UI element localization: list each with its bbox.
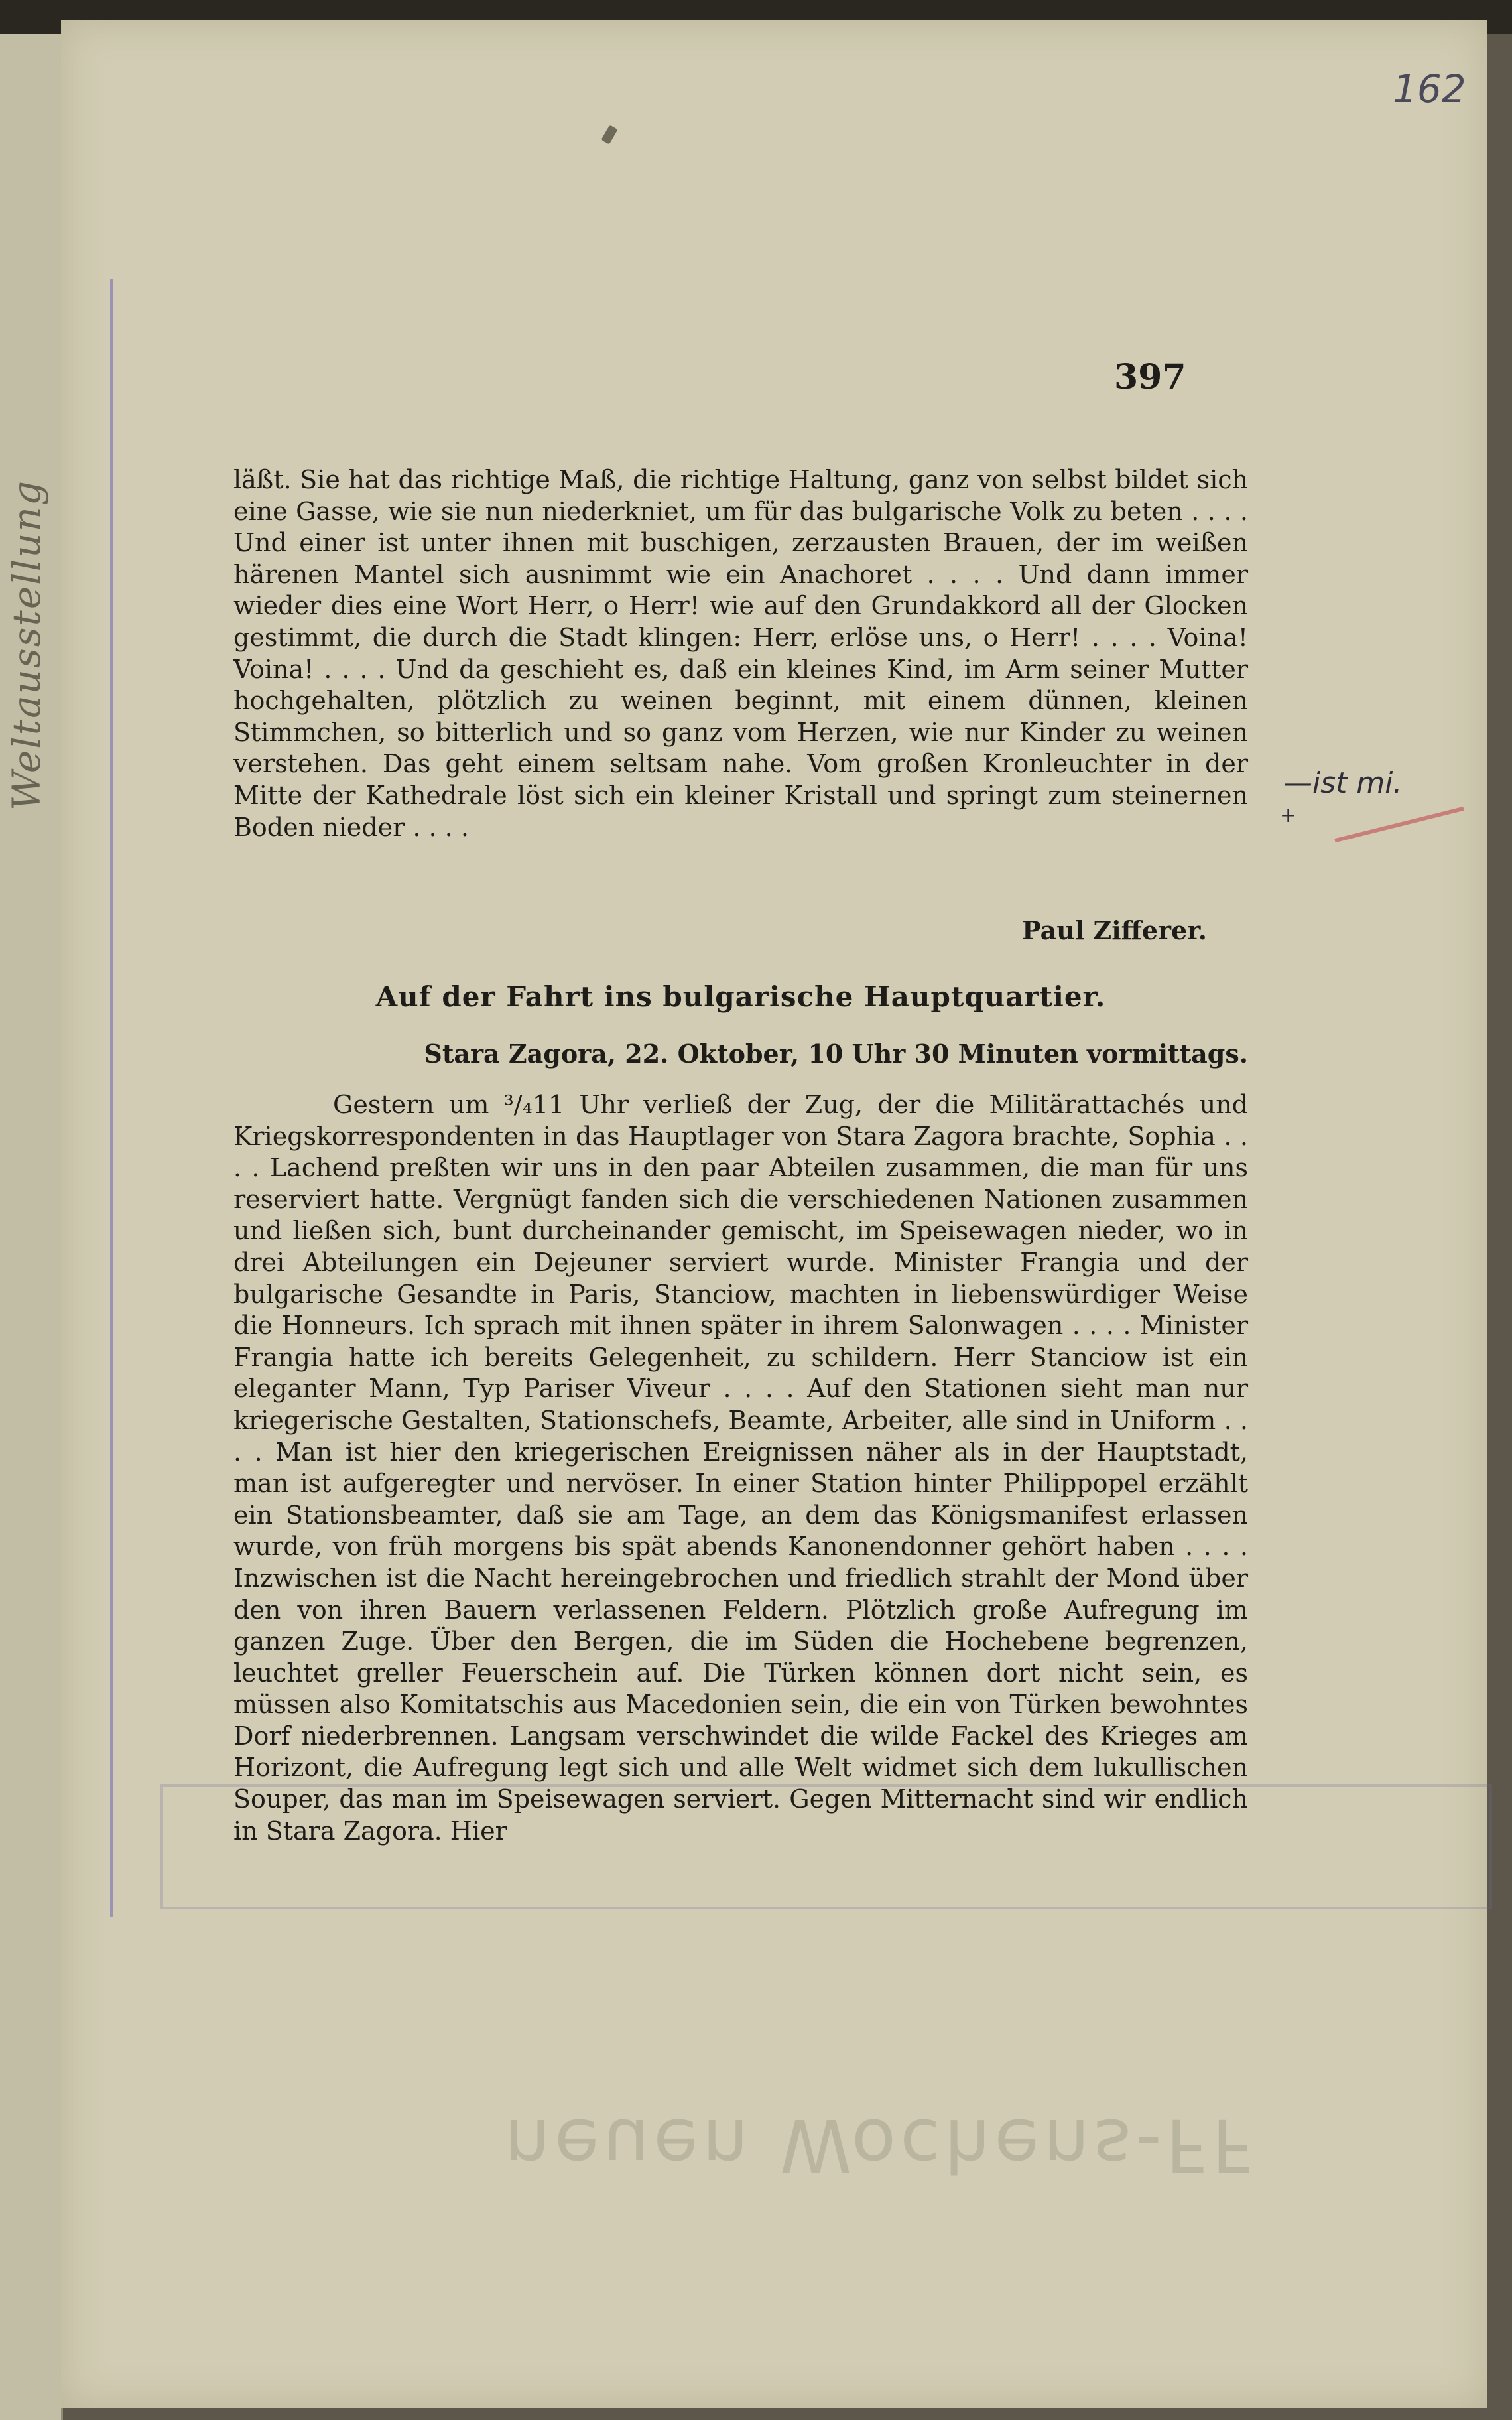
article2-title: Auf der Fahrt ins bulgarische Hauptquartier.	[375, 980, 1106, 1013]
ink-mark-icon	[601, 125, 617, 145]
article1-text	[233, 464, 1248, 843]
article2-dateline: Stara Zagora, 22. Oktober, 10 Uhr 30 Minuten vormittags.	[424, 1039, 1248, 1069]
previous-page-edge	[0, 34, 63, 2420]
margin-rule	[110, 279, 113, 1917]
page-number: 397	[1114, 357, 1186, 397]
margin-plus-mark: +	[1280, 804, 1297, 827]
previous-page-spine-text: Weltausstellung	[4, 479, 49, 811]
handwritten-margin-annotation: —ist mi.	[1283, 766, 1403, 800]
article1-paragraph: läßt. Sie hat das richtige Maß, die richtige Haltung, ganz von selbst bildet sich eine Gasse, wie sie nun niederkniet, um für das bulgarische Volk zu beten . . . . Und einer ist unter ihnen mit buschigen, zerzausten Brauen, der im weißen härenen Mantel sich ausnimmt wie ein Anachoret . . . . Und dann immer wieder dies eine Wort Herr, o Herr! wie auf den Grundakkord all der Glocken gestimmt, die durch die Stadt klingen: Herr, erlöse uns, o Herr! . . . . Voina! Voina! . . . . Und da geschieht es, daß ein kleines Kind, im Arm seiner Mutter hochgehalten, plötzlich zu weinen beginnt, mit einem dünnen, kleinen Stimmchen, so bitterlich und so ganz vom Herzen, wie nur Kinder zu weinen verstehen. Das geht einem seltsam nahe. Vom großen Kronleuchter in der Mitte der Kathedrale löst sich ein kleiner Kristall und springt zum steinernen Boden nieder . . . .	[233, 465, 1248, 842]
article2-paragraph: Gestern um ³/₄11 Uhr verließ der Zug, der die Militärattachés und Kriegskorrespondenten in das Hauptlager von Stara Zagora brachte, Sophia . . . . Lachend preßten wir uns in den paar Abteilen zusammen, die man für uns reserviert hatte. Vergnügt fanden sich die verschiedenen Nationen zusammen und ließen sich, bunt durcheinander gemischt, im Speisewagen nieder, wo in drei Abteilungen ein Dejeuner serviert wurde. Minister Frangia und der bulgarische Gesandte in Paris, Stanciow, machten in liebenswürdiger Weise die Honneurs. Ich sprach mit ihnen später in ihrem Salonwagen . . . . Minister Frangia hatte ich bereits Gelegenheit, zu schildern. Herr Stanciow ist ein eleganter Mann, Typ Pariser Viveur . . . . Auf den Stationen sieht man nur kriegerische Gestalten, Stationschefs, Beamte, Arbeiter, alle sind in Uniform . . . . Man ist hier den kriegerischen Ereignissen näher als in der Hauptstadt, man ist aufgeregter und nervöser. In einer Station hinter Philippopel erzählt ein Stationsbeamter, daß sie am Tage, an dem das Königsmanifest erlassen wurde, von früh morgens bis spät abends Kanonendonner gehört haben . . . . Inzwischen ist die Nacht hereingebrochen und friedlich strahlt der Mond über den von ihren Bauern verlassenen Feldern. Plötzlich große Aufregung im ganzen Zuge. Über den Bergen, die im Süden die Hochebene begrenzen, leuchtet greller Feuerschein auf. Die Türken können dort nicht sein, es müssen also Komitatschis aus Macedonien sein, die ein von Türken bewohntes Dorf niederbrennen. Langsam verschwindet die wilde Fackel des Krieges am Horizont, die Aufregung legt sich und alle Welt widmet sich dem lukullischen Souper, das man im Speisewagen serviert. Gegen Mitternacht sind wir endlich in Stara Zagora. Hier	[233, 1090, 1248, 1846]
article1-signature: Paul Zifferer.	[1022, 915, 1207, 945]
bleed-through-text: neuen Wochens-FF	[504, 2103, 1258, 2188]
folio-number: 162	[1393, 66, 1466, 111]
article2-text	[233, 1089, 1248, 1847]
